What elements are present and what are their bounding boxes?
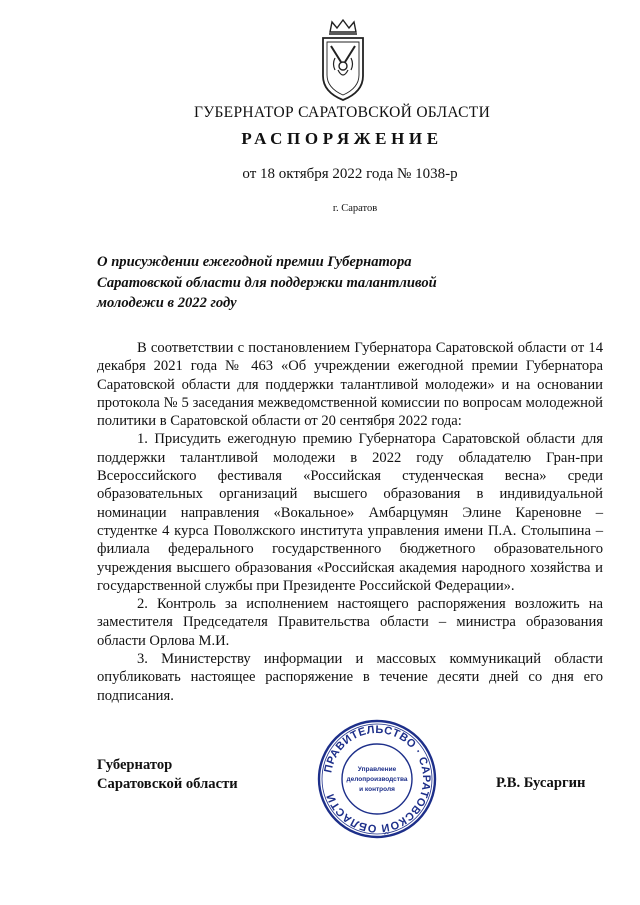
clause-2-paragraph: 2. Контроль за исполнением настоящего распоряжения возложить на заместителя Председателя Правительства области – министра образования области Орлова М.И.: [97, 596, 603, 649]
document-date-number: от 18 октября 2022 года № 1038-р: [242, 166, 458, 182]
signer-name: Р.В. Бусаргин: [496, 775, 586, 791]
issuing-authority: ГУБЕРНАТОР САРАТОВСКОЙ ОБЛАСТИ: [193, 104, 491, 121]
seal-center-line-3: и контроля: [359, 786, 395, 793]
signer-title-line-2: Саратовской области: [97, 776, 238, 792]
seal-center-line-1: Управление: [357, 766, 397, 773]
clause-3-paragraph: 3. Министерству информации и массовых коммуникаций области опубликовать настоящее распоряжение в течение десяти дней со дня его подписания.: [97, 651, 603, 704]
document-city: г. Саратов: [332, 203, 378, 214]
document-type: РАСПОРЯЖЕНИЕ: [241, 129, 443, 148]
preamble-paragraph: В соответствии с постановлением Губернатора Саратовской области от 14 декабря 2021 года № 463 «Об учреждении ежегодной премии Губернатора Саратовской области для поддержки талантливой молодежи» и на основании протокола № 5 заседания межведомственной комиссии по вопросам молодежной политики в Саратовской области от 20 сентября 2022 года:: [97, 340, 603, 430]
seal-center-line-2: делопроизводства: [346, 776, 408, 783]
clause-1-paragraph: 1. Присудить ежегодную премию Губернатора Саратовской области для поддержки талантливой молодежи в 2022 году обладателю Гран-при Всероссийского фестиваля «Российская студенческая весна» среди образовательных организаций высшего образования в индивидуальной номинации направления «Вокальное» Амбарцумян Элине Кареновне – студентке 4 курса Поволжского института управления имени П.А. Столыпина – филиала федерального государственного бюджетного образовательного учреждения высшего образования «Российская академия народного хозяйства и государственной службы при Президенте Российской Федерации».: [97, 431, 603, 594]
document-body: [97, 339, 603, 705]
seal-ring-text: ПРАВИТЕЛЬСТВО · САРАТОВСКОЙ ОБЛАСТИ: [322, 723, 433, 835]
document-subject: О присуждении ежегодной премии Губернатора Саратовской области для поддержки талантливой молодежи в 2022 году: [97, 254, 437, 311]
coat-of-arms-emblem: [318, 18, 368, 104]
signer-title: [97, 756, 238, 794]
signer-title-line-1: Губернатор: [97, 757, 173, 773]
official-seal-stamp: [316, 718, 438, 840]
